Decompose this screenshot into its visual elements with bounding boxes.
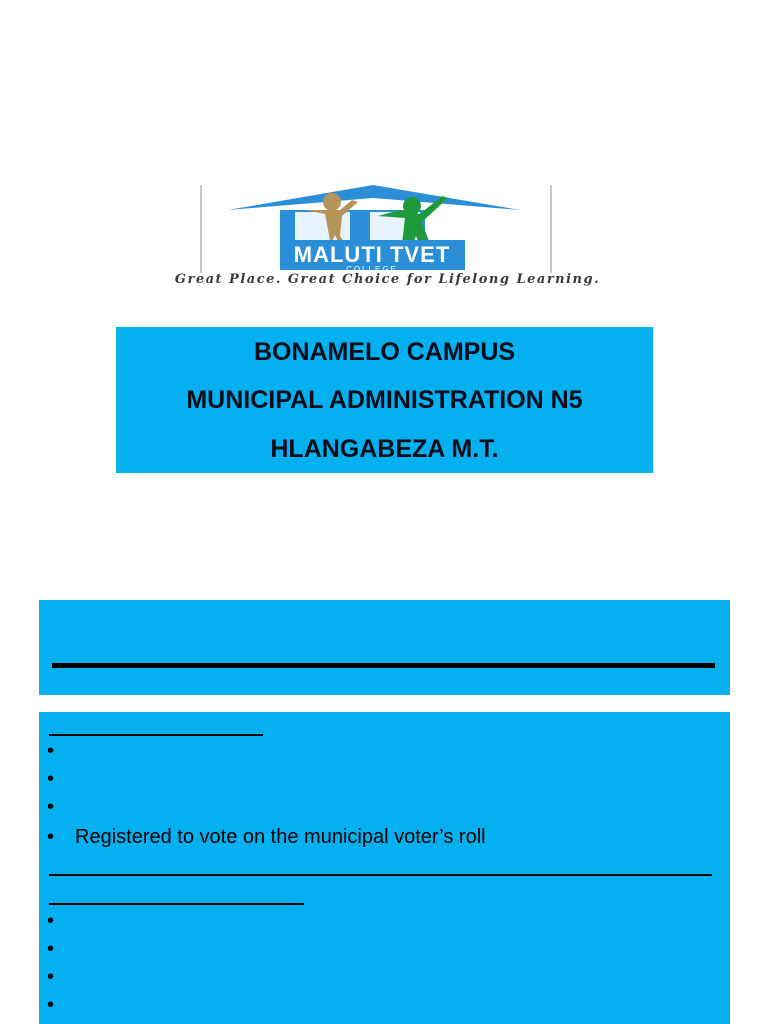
presenter-name: HLANGABEZA M.T. (270, 435, 499, 463)
logo-sub: COLLEGE (346, 265, 398, 274)
bullet-icon: • (47, 994, 55, 1016)
bullet-icon: • (47, 768, 55, 790)
section1-underline (49, 734, 263, 736)
logo-name: MALUTI TVET (293, 242, 451, 267)
bullet-icon: • (47, 796, 55, 818)
list-item (47, 738, 75, 764)
bullet-icon: • (47, 740, 55, 762)
logo-motto: Great Place. Great Choice for Lifelong Learning. (174, 272, 601, 287)
list-item (47, 766, 75, 792)
list-item (47, 824, 486, 850)
bullet-icon: • (47, 910, 55, 932)
section2-divider (49, 874, 712, 876)
bullet-icon: • (47, 938, 55, 960)
list-item (47, 992, 75, 1018)
voter-roll-text: Registered to vote on the municipal voter’s roll (75, 826, 486, 848)
campus-title: BONAMELO CAMPUS (253, 338, 516, 366)
college-logo (60, 180, 715, 295)
course-title: MUNICIPAL ADMINISTRATION N5 (186, 386, 583, 414)
slide-content-box (39, 712, 730, 1024)
list-item (47, 908, 75, 934)
list-item (47, 936, 75, 962)
section2-underline (49, 903, 304, 905)
bullet-icon: • (47, 966, 55, 988)
bullet-icon: • (47, 826, 55, 848)
heading-underline (52, 663, 715, 668)
list-item (47, 794, 75, 820)
roof-icon (228, 185, 520, 210)
title-box (116, 327, 653, 473)
logo-divider-right (550, 185, 552, 273)
list-item (47, 964, 75, 990)
logo-divider-left (200, 185, 202, 273)
slide-heading-box (39, 600, 730, 695)
